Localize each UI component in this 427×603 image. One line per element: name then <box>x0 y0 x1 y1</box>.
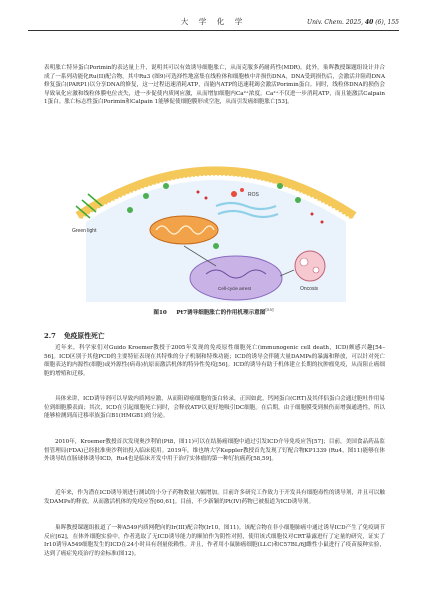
label-green-light: Green light <box>72 228 97 234</box>
journal-title: 大 学 化 学 <box>180 17 247 26</box>
body-paragraph-5: 近年来，作为潜在ICD诱导剂进行测试的小分子药物数量大幅增加。目前许多研究工作致力于开发具有细胞毒性的诱导剂，并且可以触发DAMPs的释放，从而激活机体的免疫应答[60,61]。目前，不少新颖的Pt(IV)药物已被报道为ICD诱导剂。 <box>44 490 385 505</box>
mechanism-figure <box>66 156 366 302</box>
label-ros: ROS <box>248 192 259 198</box>
body-paragraph-3: 具体来讲，ICD诱导剂可以导致内质网应激，从而阻碍癌细胞的蛋白转录，正因如此，钙网蛋白(CRT)及其伴侣蛋白会通过胞吐作用易位到细胞膜表面；其次，ICD在引起细胞死亡同时，会释放ATP以更好地吸引DC细胞。在后期，由于细胞膜受到损伤而增强通透性，所以能够检测到高迁移率族蛋白B1(HMGB1)的分泌。 <box>44 396 385 420</box>
running-header <box>28 16 399 31</box>
nucleus-icon <box>190 256 282 300</box>
citation-pages: (6), 155 <box>373 19 399 26</box>
citation-volume: 40 <box>364 19 374 26</box>
oncosis-cell-icon <box>295 251 325 281</box>
figure-number: 图10 <box>153 309 167 316</box>
section-number: 2.7 <box>44 332 56 340</box>
section-heading <box>44 330 105 340</box>
citation <box>307 17 399 26</box>
mitochondrion-icon <box>150 216 218 244</box>
body-paragraph-6: 巢晖教授课题组报道了一种A549内质网靶向的Ir(III)配合物(Ir10，图11)。该配合物在非小细胞肺癌中通过诱导ICD产生了免疫调节反应[62]，在体外细胞实验中，作者选取了无ICD诱导能力的顺铂作为阴性对照，使用该式细胞仪对CRT暴露进行了定量的研究，证实了Ir10诱导A549细胞发生的ICD在24小时具有剂量依赖性。并且，作者用小鼠肺癌细胞(LLC)和C57BL/6J雌性小鼠进行了疫苗接种实验，达到了癌症免疫治疗的金标准(图12)。 <box>44 525 385 557</box>
figure-caption-text: Pt7诱导细胞胀亡的作用机理示意图 <box>176 309 266 316</box>
label-cell-cycle: Cell-cycle arrest <box>218 286 251 291</box>
body-paragraph-2: 近年来，科学家们对Guido Kroemer教授于2005年发现的免疫原性细胞死亡(immunogenic cell death，ICD)颇感兴趣[54–56]。ICD区别于其他PCD的主要特征表现在其特殊的分子机制和特殊功能；ICD的诱导会伴随大量DAMPs的暴露和释放，可以针对死亡细胞表达的内源性(细胞)或外源性(病毒)抗原而激活机体的特异性免疫[56]。ICD的诱导有助于机体建立长期的抗肿瘤免疫，从而阻止癌细胞的增殖和迁移。 <box>44 345 385 377</box>
citation-journal: Univ. Chem. <box>307 19 344 26</box>
citation-year: 2025, <box>343 19 365 26</box>
section-title: 免疫原性死亡 <box>63 332 105 340</box>
label-oncosis: Oncosis <box>300 286 319 292</box>
body-paragraph-4: 2010年，Kroemer教授首次发现奥沙利铂(Pt8，图11)可以在结肠癌细胞中通过引发ICD介导免疫应答[57]；目前，美国食品药品监督管理局(FDA)已经批准奥沙利铂投入临床使用。2019年，维也纳大学Keppler教授首先发现了钌配合物KP1339 (Ru4，图11)能够在体外诱导结直肠球体诱导ICD，Ru4也是临床开发中用于治疗实体瘤的第一种钌抗癌药[58,59]。 <box>44 439 385 463</box>
figure-caption-ref: [55] <box>265 307 274 312</box>
body-paragraph-1: 表明胀亡特异蛋白Porimin的表达量上升，说明其可以有效诱导细胞胀亡，从而克服多药耐药性(MDR)。此外，巢晖教授课题组设计并合成了一系列功能化Ru(II)配合物，其中Ru3 (图9)可选择性地富集在线粒体和细胞核中并损伤DNA，DNA受到损伤后，会激活并阻碍DNA修复蛋白(PARP1)以分享DNA的修复，这一过程迅速消耗ATP，而能内ATP的迅速耗竭会激活Porimin蛋白。同时，线粒体DNA的损伤会导致氧化应激和线粒体膜电位丧失，进一步促使内质网应激，从而增加细胞内Ca²⁺浓度。Ca²⁺不仅进一步消耗ATP，而且能激活Calpain 1蛋白。胀亡标志性蛋白Porimin和Calpain 1能够促使细胞膜形成空泡，从而引发癌细胞胀亡[53]。 <box>44 65 385 106</box>
figure-caption <box>0 307 427 316</box>
